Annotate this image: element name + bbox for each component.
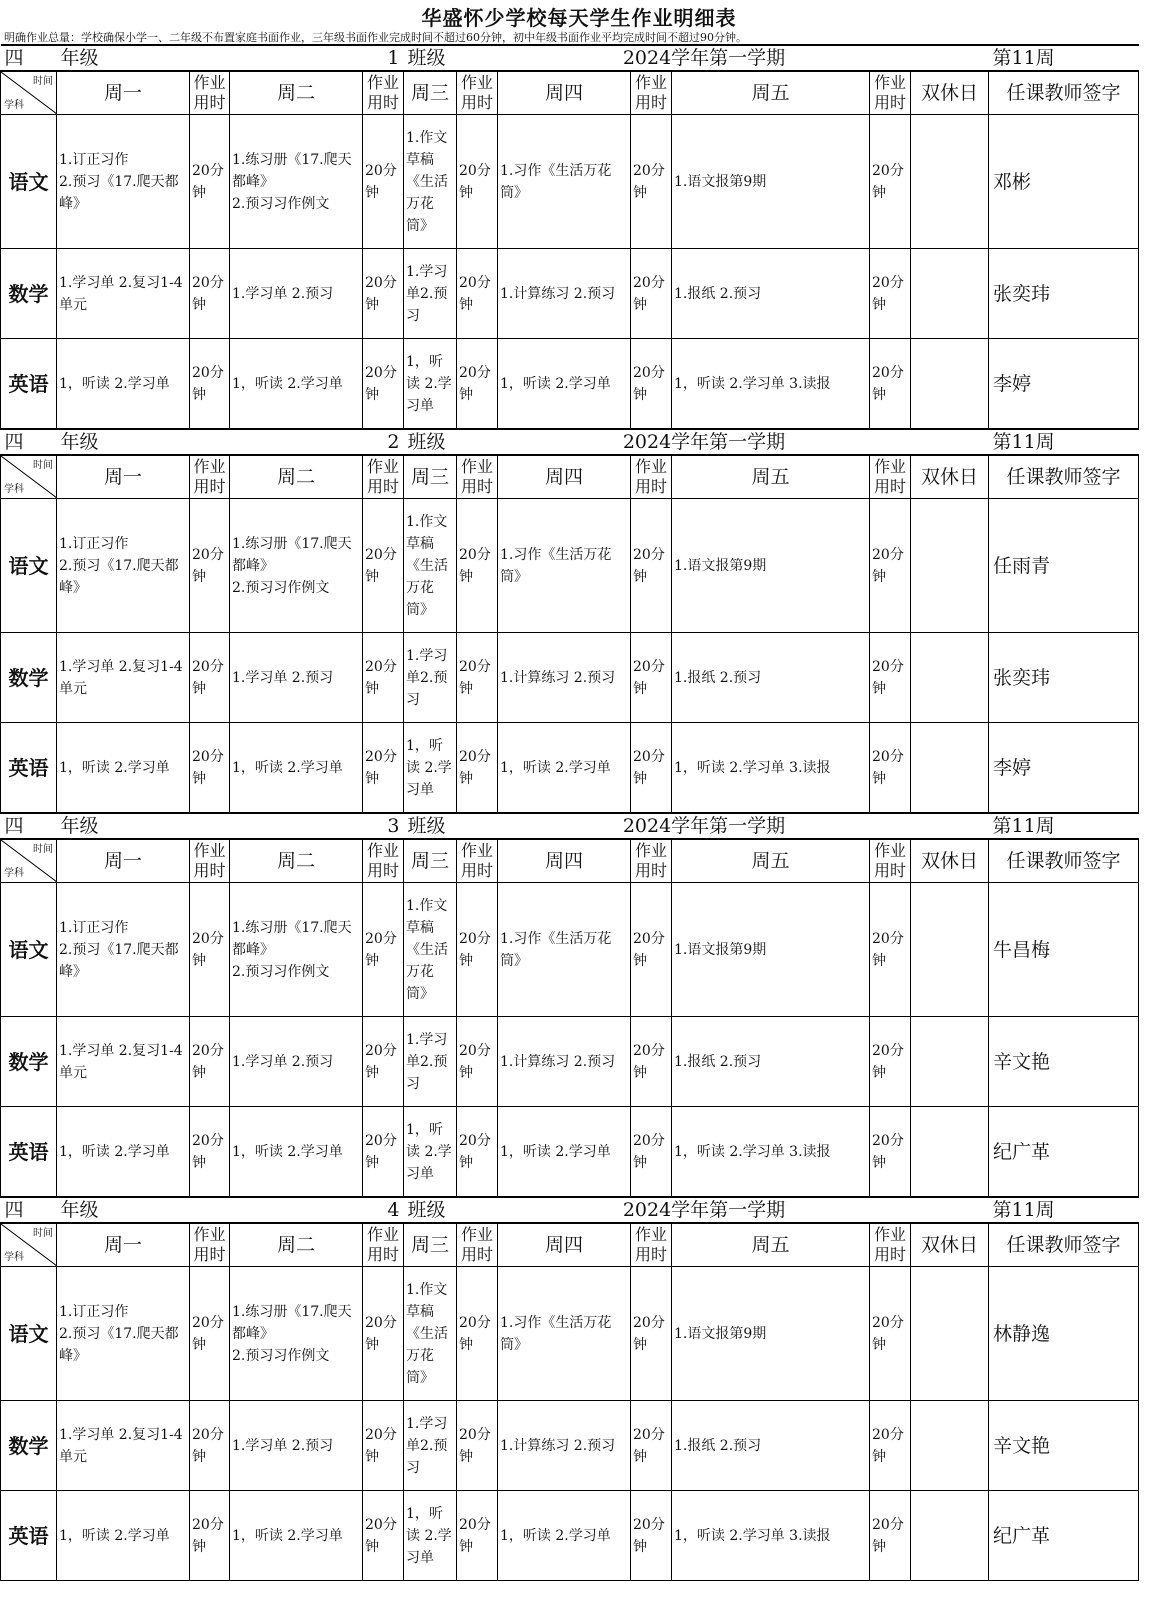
teacher-signature: 辛文艳: [989, 1401, 1139, 1491]
header-wed: 周三: [404, 839, 457, 883]
header-mon: 周一: [57, 1223, 190, 1267]
grade-label: 年级: [57, 813, 363, 839]
header-duration: 作业用时: [631, 1223, 672, 1267]
duration-value: 20分钟: [363, 1267, 404, 1401]
duration-value: 20分钟: [870, 1267, 911, 1401]
duration-value: 20分钟: [870, 1107, 911, 1198]
duration-value: 20分钟: [363, 339, 404, 430]
header-mon: 周一: [57, 71, 190, 115]
diagonal-header-cell: [1, 455, 57, 499]
header-duration: 作业用时: [190, 71, 230, 115]
duration-value: 20分钟: [870, 499, 911, 633]
homework-tue: 1.练习册《17.爬天都峰》 2.预习习作例文: [230, 499, 363, 633]
duration-value: 20分钟: [631, 1017, 672, 1107]
homework-wed: 1.学习单2.预习: [404, 1401, 457, 1491]
homework-fri: 1.语文报第9期: [672, 883, 870, 1017]
homework-wed: 1，听读 2.学习单: [404, 1491, 457, 1581]
duration-value: 20分钟: [190, 633, 230, 723]
grade-number: 四: [1, 429, 57, 455]
subject-label: 语文: [1, 1267, 57, 1401]
diag-time-label: 时间: [33, 1228, 53, 1239]
duration-value: 20分钟: [870, 1401, 911, 1491]
header-duration: 作业用时: [870, 71, 911, 115]
weekend-cell: [911, 249, 989, 339]
homework-mon: 1.学习单 2.复习1-4单元: [57, 1401, 190, 1491]
homework-fri: 1.语文报第9期: [672, 1267, 870, 1401]
teacher-signature: 林静逸: [989, 1267, 1139, 1401]
header-duration: 作业用时: [190, 455, 230, 499]
info-spacer: [911, 813, 989, 839]
header-weekend: 双休日: [911, 455, 989, 499]
duration-value: 20分钟: [631, 339, 672, 430]
teacher-signature: 纪广革: [989, 1491, 1139, 1581]
term-label: 2024学年第一学期: [498, 429, 911, 455]
homework-fri: 1，听读 2.学习单 3.读报: [672, 1107, 870, 1198]
diag-time-label: 时间: [33, 844, 53, 855]
homework-grid: [0, 44, 1139, 1581]
homework-wed: 1，听读 2.学习单: [404, 723, 457, 814]
subject-label: 英语: [1, 1491, 57, 1581]
term-label: 2024学年第一学期: [498, 1197, 911, 1223]
teacher-signature: 牛昌梅: [989, 883, 1139, 1017]
duration-value: 20分钟: [190, 339, 230, 430]
duration-value: 20分钟: [363, 883, 404, 1017]
subject-row-shuxue: [1, 1017, 1139, 1107]
grade-label: 年级: [57, 429, 363, 455]
teacher-signature: 李婷: [989, 723, 1139, 814]
header-teacher: 任课教师签字: [989, 455, 1139, 499]
subject-label: 语文: [1, 883, 57, 1017]
header-teacher: 任课教师签字: [989, 71, 1139, 115]
subject-label: 英语: [1, 723, 57, 814]
header-fri: 周五: [672, 71, 870, 115]
duration-value: 20分钟: [457, 1267, 498, 1401]
homework-mon: 1，听读 2.学习单: [57, 1107, 190, 1198]
duration-value: 20分钟: [363, 633, 404, 723]
class-label: 班级: [404, 45, 498, 71]
teacher-signature: 辛文艳: [989, 1017, 1139, 1107]
header-duration: 作业用时: [457, 839, 498, 883]
weekend-cell: [911, 633, 989, 723]
homework-tue: 1.练习册《17.爬天都峰》 2.预习习作例文: [230, 1267, 363, 1401]
subject-label: 数学: [1, 633, 57, 723]
header-duration: 作业用时: [363, 839, 404, 883]
diagonal-header-cell: [1, 1223, 57, 1267]
term-label: 2024学年第一学期: [498, 45, 911, 71]
diag-time-label: 时间: [33, 460, 53, 471]
homework-thu: 1.习作《生活万花筒》: [498, 883, 631, 1017]
duration-value: 20分钟: [631, 1401, 672, 1491]
homework-thu: 1.计算练习 2.预习: [498, 1017, 631, 1107]
homework-thu: 1.计算练习 2.预习: [498, 633, 631, 723]
diag-subject-label: 学科: [4, 1252, 24, 1263]
duration-value: 20分钟: [190, 723, 230, 814]
homework-tue: 1.学习单 2.预习: [230, 1017, 363, 1107]
duration-value: 20分钟: [457, 1017, 498, 1107]
weekend-cell: [911, 723, 989, 814]
duration-value: 20分钟: [190, 249, 230, 339]
class-number: 1: [363, 45, 404, 71]
homework-wed: 1，听读 2.学习单: [404, 339, 457, 430]
duration-value: 20分钟: [631, 723, 672, 814]
homework-tue: 1.练习册《17.爬天都峰》 2.预习习作例文: [230, 115, 363, 249]
homework-fri: 1.报纸 2.预习: [672, 1401, 870, 1491]
info-spacer: [911, 45, 989, 71]
homework-thu: 1，听读 2.学习单: [498, 1107, 631, 1198]
subject-label: 英语: [1, 1107, 57, 1198]
homework-thu: 1.习作《生活万花筒》: [498, 1267, 631, 1401]
class-number: 2: [363, 429, 404, 455]
weekend-cell: [911, 1107, 989, 1198]
weekend-cell: [911, 883, 989, 1017]
header-weekend: 双休日: [911, 71, 989, 115]
subject-row-yuwen: [1, 115, 1139, 249]
header-weekend: 双休日: [911, 1223, 989, 1267]
header-duration: 作业用时: [631, 71, 672, 115]
homework-mon: 1.学习单 2.复习1-4单元: [57, 1017, 190, 1107]
homework-table: [0, 44, 1139, 1581]
homework-mon: 1.订正习作 2.预习《17.爬天都峰》: [57, 883, 190, 1017]
header-duration: 作业用时: [457, 1223, 498, 1267]
subject-label: 语文: [1, 499, 57, 633]
subject-row-yingyu: [1, 1491, 1139, 1581]
info-spacer: [911, 429, 989, 455]
week-label: 第11周: [989, 813, 1139, 839]
class-info-row: [1, 429, 1139, 455]
subject-label: 数学: [1, 1401, 57, 1491]
duration-value: 20分钟: [457, 1491, 498, 1581]
header-duration: 作业用时: [363, 71, 404, 115]
diag-subject-label: 学科: [4, 100, 24, 111]
weekend-cell: [911, 1017, 989, 1107]
homework-tue: 1.学习单 2.预习: [230, 633, 363, 723]
homework-fri: 1，听读 2.学习单 3.读报: [672, 723, 870, 814]
duration-value: 20分钟: [631, 249, 672, 339]
subject-label: 英语: [1, 339, 57, 430]
teacher-signature: 邓彬: [989, 115, 1139, 249]
class-info-row: [1, 813, 1139, 839]
grade-label: 年级: [57, 45, 363, 71]
header-wed: 周三: [404, 1223, 457, 1267]
column-header-row: [1, 71, 1139, 115]
class-info-row: [1, 45, 1139, 71]
homework-tue: 1，听读 2.学习单: [230, 339, 363, 430]
diagonal-header-cell: [1, 71, 57, 115]
header-duration: 作业用时: [363, 1223, 404, 1267]
duration-value: 20分钟: [363, 115, 404, 249]
class-label: 班级: [404, 1197, 498, 1223]
homework-thu: 1.习作《生活万花筒》: [498, 115, 631, 249]
homework-fri: 1，听读 2.学习单 3.读报: [672, 339, 870, 430]
class-label: 班级: [404, 813, 498, 839]
header-thu: 周四: [498, 1223, 631, 1267]
subject-row-yingyu: [1, 723, 1139, 814]
grade-number: 四: [1, 1197, 57, 1223]
homework-tue: 1.学习单 2.预习: [230, 1401, 363, 1491]
subject-label: 数学: [1, 1017, 57, 1107]
header-duration: 作业用时: [457, 455, 498, 499]
duration-value: 20分钟: [870, 723, 911, 814]
header-fri: 周五: [672, 1223, 870, 1267]
header-teacher: 任课教师签字: [989, 839, 1139, 883]
weekend-cell: [911, 1491, 989, 1581]
subject-row-yuwen: [1, 1267, 1139, 1401]
weekend-cell: [911, 1401, 989, 1491]
header-thu: 周四: [498, 71, 631, 115]
homework-policy-note: 明确作业总量：学校确保小学一、二年级不布置家庭书面作业，三年级书面作业完成时间不超过60分钟，初中年级书面作业平均完成时间不超过90分钟。: [4, 31, 747, 44]
duration-value: 20分钟: [457, 633, 498, 723]
duration-value: 20分钟: [870, 633, 911, 723]
duration-value: 20分钟: [870, 1017, 911, 1107]
homework-thu: 1.习作《生活万花筒》: [498, 499, 631, 633]
subject-row-shuxue: [1, 249, 1139, 339]
header-duration: 作业用时: [631, 839, 672, 883]
homework-mon: 1.订正习作 2.预习《17.爬天都峰》: [57, 499, 190, 633]
header-tue: 周二: [230, 455, 363, 499]
header-thu: 周四: [498, 455, 631, 499]
grade-label: 年级: [57, 1197, 363, 1223]
class-number: 4: [363, 1197, 404, 1223]
duration-value: 20分钟: [631, 1107, 672, 1198]
term-label: 2024学年第一学期: [498, 813, 911, 839]
diag-time-label: 时间: [33, 76, 53, 87]
duration-value: 20分钟: [363, 1491, 404, 1581]
homework-wed: 1.学习单2.预习: [404, 1017, 457, 1107]
header-duration: 作业用时: [363, 455, 404, 499]
subject-row-shuxue: [1, 633, 1139, 723]
header-duration: 作业用时: [190, 839, 230, 883]
duration-value: 20分钟: [631, 633, 672, 723]
grade-number: 四: [1, 813, 57, 839]
weekend-cell: [911, 339, 989, 430]
header-wed: 周三: [404, 71, 457, 115]
header-tue: 周二: [230, 839, 363, 883]
duration-value: 20分钟: [631, 1267, 672, 1401]
homework-fri: 1.语文报第9期: [672, 499, 870, 633]
subject-label: 数学: [1, 249, 57, 339]
homework-mon: 1，听读 2.学习单: [57, 339, 190, 430]
homework-wed: 1，听读 2.学习单: [404, 1107, 457, 1198]
teacher-signature: 任雨青: [989, 499, 1139, 633]
duration-value: 20分钟: [363, 1107, 404, 1198]
week-label: 第11周: [989, 1197, 1139, 1223]
subject-row-yuwen: [1, 883, 1139, 1017]
header-teacher: 任课教师签字: [989, 1223, 1139, 1267]
week-label: 第11周: [989, 45, 1139, 71]
duration-value: 20分钟: [457, 1107, 498, 1198]
duration-value: 20分钟: [457, 115, 498, 249]
diag-subject-label: 学科: [4, 868, 24, 879]
duration-value: 20分钟: [190, 115, 230, 249]
duration-value: 20分钟: [363, 723, 404, 814]
duration-value: 20分钟: [363, 1401, 404, 1491]
subject-row-yuwen: [1, 499, 1139, 633]
homework-mon: 1.订正习作 2.预习《17.爬天都峰》: [57, 1267, 190, 1401]
duration-value: 20分钟: [870, 883, 911, 1017]
header-wed: 周三: [404, 455, 457, 499]
duration-value: 20分钟: [631, 1491, 672, 1581]
page-title: 华盛怀少学校每天学生作业明细表: [421, 6, 737, 30]
homework-mon: 1，听读 2.学习单: [57, 1491, 190, 1581]
duration-value: 20分钟: [870, 115, 911, 249]
duration-value: 20分钟: [190, 1107, 230, 1198]
homework-fri: 1.报纸 2.预习: [672, 633, 870, 723]
duration-value: 20分钟: [870, 1491, 911, 1581]
duration-value: 20分钟: [631, 883, 672, 1017]
header-duration: 作业用时: [870, 455, 911, 499]
duration-value: 20分钟: [190, 499, 230, 633]
header-thu: 周四: [498, 839, 631, 883]
homework-tue: 1.练习册《17.爬天都峰》 2.预习习作例文: [230, 883, 363, 1017]
teacher-signature: 张奕玮: [989, 633, 1139, 723]
week-label: 第11周: [989, 429, 1139, 455]
homework-fri: 1.报纸 2.预习: [672, 1017, 870, 1107]
homework-fri: 1.报纸 2.预习: [672, 249, 870, 339]
subject-row-yingyu: [1, 1107, 1139, 1198]
header-duration: 作业用时: [457, 71, 498, 115]
homework-wed: 1.作文草稿《生活万花筒》: [404, 115, 457, 249]
diagonal-header-cell: [1, 839, 57, 883]
homework-tue: 1，听读 2.学习单: [230, 1491, 363, 1581]
duration-value: 20分钟: [190, 1267, 230, 1401]
homework-mon: 1.学习单 2.复习1-4单元: [57, 249, 190, 339]
header-fri: 周五: [672, 839, 870, 883]
duration-value: 20分钟: [190, 1401, 230, 1491]
homework-thu: 1，听读 2.学习单: [498, 1491, 631, 1581]
homework-tue: 1，听读 2.学习单: [230, 723, 363, 814]
homework-wed: 1.作文草稿《生活万花筒》: [404, 1267, 457, 1401]
homework-thu: 1.计算练习 2.预习: [498, 249, 631, 339]
header-weekend: 双休日: [911, 839, 989, 883]
duration-value: 20分钟: [457, 339, 498, 430]
teacher-signature: 李婷: [989, 339, 1139, 430]
header-mon: 周一: [57, 839, 190, 883]
header-tue: 周二: [230, 1223, 363, 1267]
column-header-row: [1, 1223, 1139, 1267]
teacher-signature: 张奕玮: [989, 249, 1139, 339]
homework-tue: 1，听读 2.学习单: [230, 1107, 363, 1198]
homework-wed: 1.作文草稿《生活万花筒》: [404, 499, 457, 633]
homework-mon: 1，听读 2.学习单: [57, 723, 190, 814]
homework-mon: 1.学习单 2.复习1-4单元: [57, 633, 190, 723]
diag-subject-label: 学科: [4, 484, 24, 495]
duration-value: 20分钟: [363, 1017, 404, 1107]
homework-fri: 1.语文报第9期: [672, 115, 870, 249]
teacher-signature: 纪广革: [989, 1107, 1139, 1198]
subject-label: 语文: [1, 115, 57, 249]
duration-value: 20分钟: [457, 249, 498, 339]
homework-tue: 1.学习单 2.预习: [230, 249, 363, 339]
weekend-cell: [911, 115, 989, 249]
duration-value: 20分钟: [190, 1491, 230, 1581]
info-spacer: [911, 1197, 989, 1223]
homework-thu: 1，听读 2.学习单: [498, 339, 631, 430]
duration-value: 20分钟: [457, 883, 498, 1017]
duration-value: 20分钟: [457, 499, 498, 633]
column-header-row: [1, 839, 1139, 883]
column-header-row: [1, 455, 1139, 499]
subject-row-yingyu: [1, 339, 1139, 430]
duration-value: 20分钟: [631, 115, 672, 249]
duration-value: 20分钟: [870, 249, 911, 339]
duration-value: 20分钟: [190, 883, 230, 1017]
homework-wed: 1.作文草稿《生活万花筒》: [404, 883, 457, 1017]
duration-value: 20分钟: [870, 339, 911, 430]
weekend-cell: [911, 499, 989, 633]
homework-mon: 1.订正习作 2.预习《17.爬天都峰》: [57, 115, 190, 249]
duration-value: 20分钟: [190, 1017, 230, 1107]
duration-value: 20分钟: [457, 1401, 498, 1491]
header-duration: 作业用时: [870, 1223, 911, 1267]
subject-row-shuxue: [1, 1401, 1139, 1491]
class-info-row: [1, 1197, 1139, 1223]
header-mon: 周一: [57, 455, 190, 499]
class-label: 班级: [404, 429, 498, 455]
homework-thu: 1.计算练习 2.预习: [498, 1401, 631, 1491]
header-duration: 作业用时: [870, 839, 911, 883]
header-tue: 周二: [230, 71, 363, 115]
grade-number: 四: [1, 45, 57, 71]
homework-wed: 1.学习单2.预习: [404, 249, 457, 339]
header-duration: 作业用时: [631, 455, 672, 499]
homework-thu: 1，听读 2.学习单: [498, 723, 631, 814]
weekend-cell: [911, 1267, 989, 1401]
duration-value: 20分钟: [363, 249, 404, 339]
duration-value: 20分钟: [631, 499, 672, 633]
header-fri: 周五: [672, 455, 870, 499]
duration-value: 20分钟: [363, 499, 404, 633]
class-number: 3: [363, 813, 404, 839]
homework-wed: 1.学习单2.预习: [404, 633, 457, 723]
header-duration: 作业用时: [190, 1223, 230, 1267]
homework-fri: 1，听读 2.学习单 3.读报: [672, 1491, 870, 1581]
duration-value: 20分钟: [457, 723, 498, 814]
